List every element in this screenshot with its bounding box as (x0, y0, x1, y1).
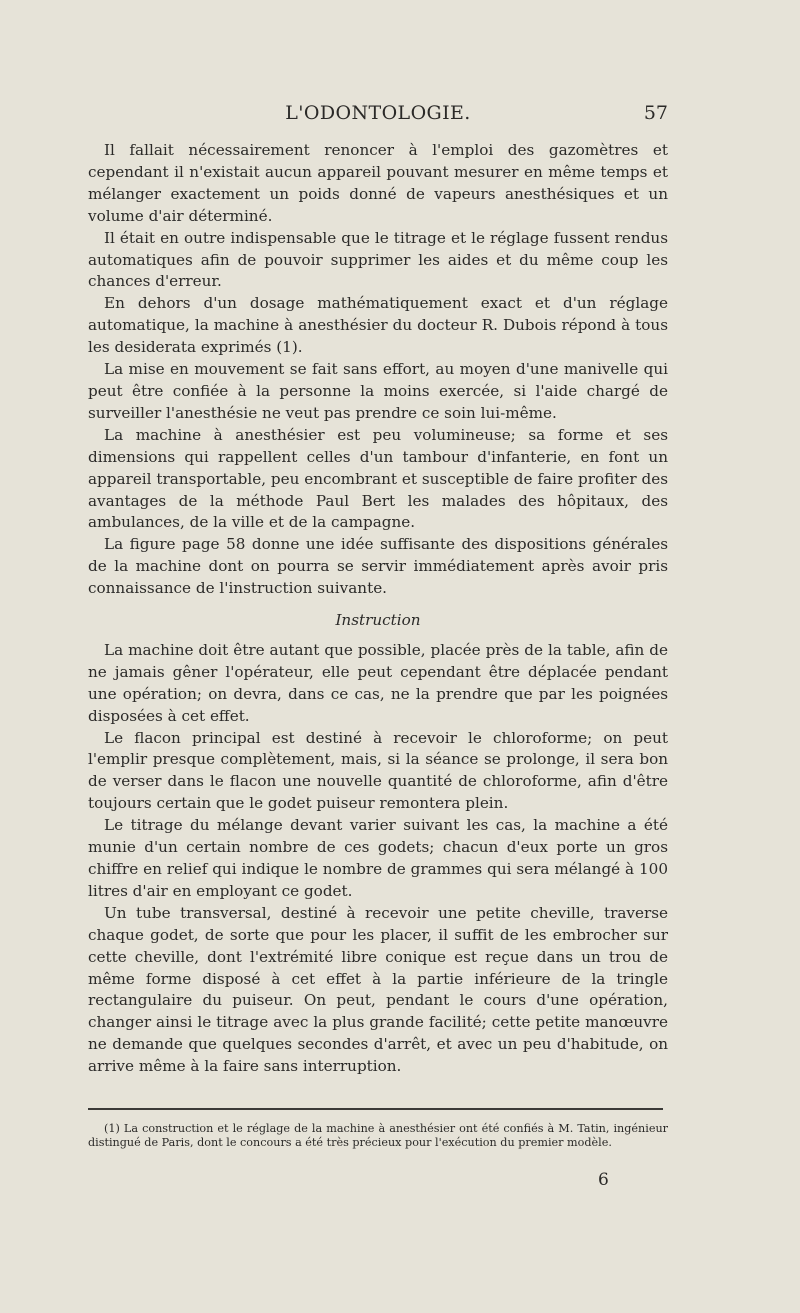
paragraph: Le flacon principal est destiné à recevoir le chloroforme; on peut l'emplir presque complètement, mais, si la séance se prolonge, il sera bon de verser dans le flacon une nouvelle quantité de chloroforme, afin d'être toujours certain que le godet puiseur remontera plein. (88, 728, 668, 813)
paragraph: La machine à anesthésier est peu volumineuse; sa forme et ses dimensions qui rappellent celles d'un tambour d'infanterie, en font un appareil transportable, peu encombrant et susceptible de faire profiter des avantages de la méthode Paul Bert les malades des hôpitaux, des ambulances, de la ville et de la campagne. (88, 425, 668, 532)
signature-mark: 6 (598, 1170, 609, 1190)
paragraph: Le titrage du mélange devant varier suivant les cas, la machine a été munie d'un certain nombre de ces godets; chacun d'eux porte un gros chiffre en relief qui indique le nombre de grammes qui sera mélangé à 100 litres d'air en employant ce godet. (88, 816, 668, 900)
footnote: (1) La construction et le réglage de la machine à anesthésier ont été confiés à M. Tatin, ingénieur distingué de Paris, dont le concours a été très précieux pour l'exécution du premier modèle. (88, 1122, 668, 1149)
running-title: L'ODONTOLOGIE. (285, 102, 471, 124)
footnote-divider (88, 1108, 663, 1110)
paragraph: La machine doit être autant que possible, placée près de la table, afin de ne jamais gêner l'opérateur, elle peut cependant être déplacée pendant une opération; on devra, dans ce cas, ne la prendre que par les poignées disposées à cet effet. (88, 640, 668, 725)
paragraph: Il était en outre indispensable que le titrage et le réglage fussent rendus automatiques afin de pouvoir supprimer les aides et du même coup les chances d'erreur. (88, 228, 668, 291)
page-header (88, 102, 668, 132)
paragraph: La figure page 58 donne une idée suffisante des dispositions générales de la machine dont on pourra se servir immédiatement après avoir pris connaissance de l'instruction suivante. (88, 535, 668, 598)
page-number: 57 (643, 102, 668, 124)
paragraph: Il fallait nécessairement renoncer à l'emploi des gazomètres et cependant il n'existait aucun appareil pouvant mesurer en même temps et mélanger exactement un poids donné de vapeurs anesthésiques et un volume d'air déterminé. (88, 141, 668, 225)
body-text (88, 140, 668, 1078)
paragraph: La mise en mouvement se fait sans effort, au moyen d'une manivelle qui peut être confiée à la personne la moins exercée, si l'aide chargé de surveiller l'anesthésie ne veut pas prendre ce soin lui-même. (88, 360, 668, 422)
section-heading: Instruction (335, 611, 421, 630)
paragraph: En dehors d'un dosage mathématiquement exact et d'un réglage automatique, la machine à anesthésier du docteur R. Dubois répond à tous les desiderata exprimés (1). (88, 294, 668, 357)
paragraph: Un tube transversal, destiné à recevoir une petite cheville, traverse chaque godet, de sorte que pour les placer, il suffit de les embrocher sur cette cheville, dont l'extrémité libre conique est reçue dans un trou de même forme disposé à cet effet à la partie inférieure de la tringle rectangulaire du puiseur. On peut, pendant le cours d'une opération, changer ainsi le titrage avec la plus grande facilité; cette petite manœuvre ne demande que quelques secondes d'arrêt, et avec un peu d'habitude, on arrive même à la faire sans interruption. (88, 903, 668, 1076)
